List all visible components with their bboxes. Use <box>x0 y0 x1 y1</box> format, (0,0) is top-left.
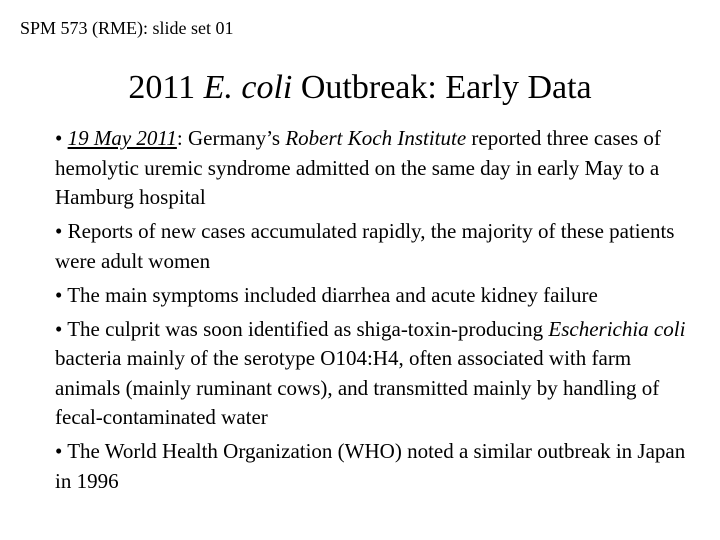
title-organism: E. coli <box>203 69 293 106</box>
bullet-text: reported three cases of hemolytic uremic syndrome admitted on the same day in early May to a Hamburg hospital <box>55 126 661 209</box>
title-rest: Outbreak: Early Data <box>292 69 592 106</box>
bullet-text: • The culprit was soon identified as shiga-toxin-producing <box>55 316 549 341</box>
bullet-item-who: • The World Health Organization (WHO) noted a similar outbreak in Japan in 1996 <box>55 439 686 493</box>
slide-title <box>0 67 720 109</box>
bullet-item-new-cases: • Reports of new cases accumulated rapidly, the majority of these patients were adult women <box>55 219 675 273</box>
title-year: 2011 <box>128 69 204 106</box>
species-name: Escherichia coli <box>548 316 686 341</box>
bullet-list <box>55 124 695 501</box>
report-date: 19 May 2011 <box>67 126 177 150</box>
bullet-item-symptoms: • The main symptoms included diarrhea and acute kidney failure <box>55 282 598 307</box>
institute-name: Robert Koch Institute <box>285 126 467 150</box>
bullet-marker: • <box>55 126 68 150</box>
bullet-text: : Germany’s <box>176 126 286 150</box>
slide-header: SPM 573 (RME): slide set 01 <box>20 18 234 38</box>
bullet-text: bacteria mainly of the serotype O104:H4, often associated with farm animals (mainly ruminant cows), and transmitted mainly by handling of fecal-contaminated water <box>55 346 660 429</box>
bullet-item-culprit <box>55 315 695 433</box>
bullet-item-rki-report <box>55 124 695 213</box>
